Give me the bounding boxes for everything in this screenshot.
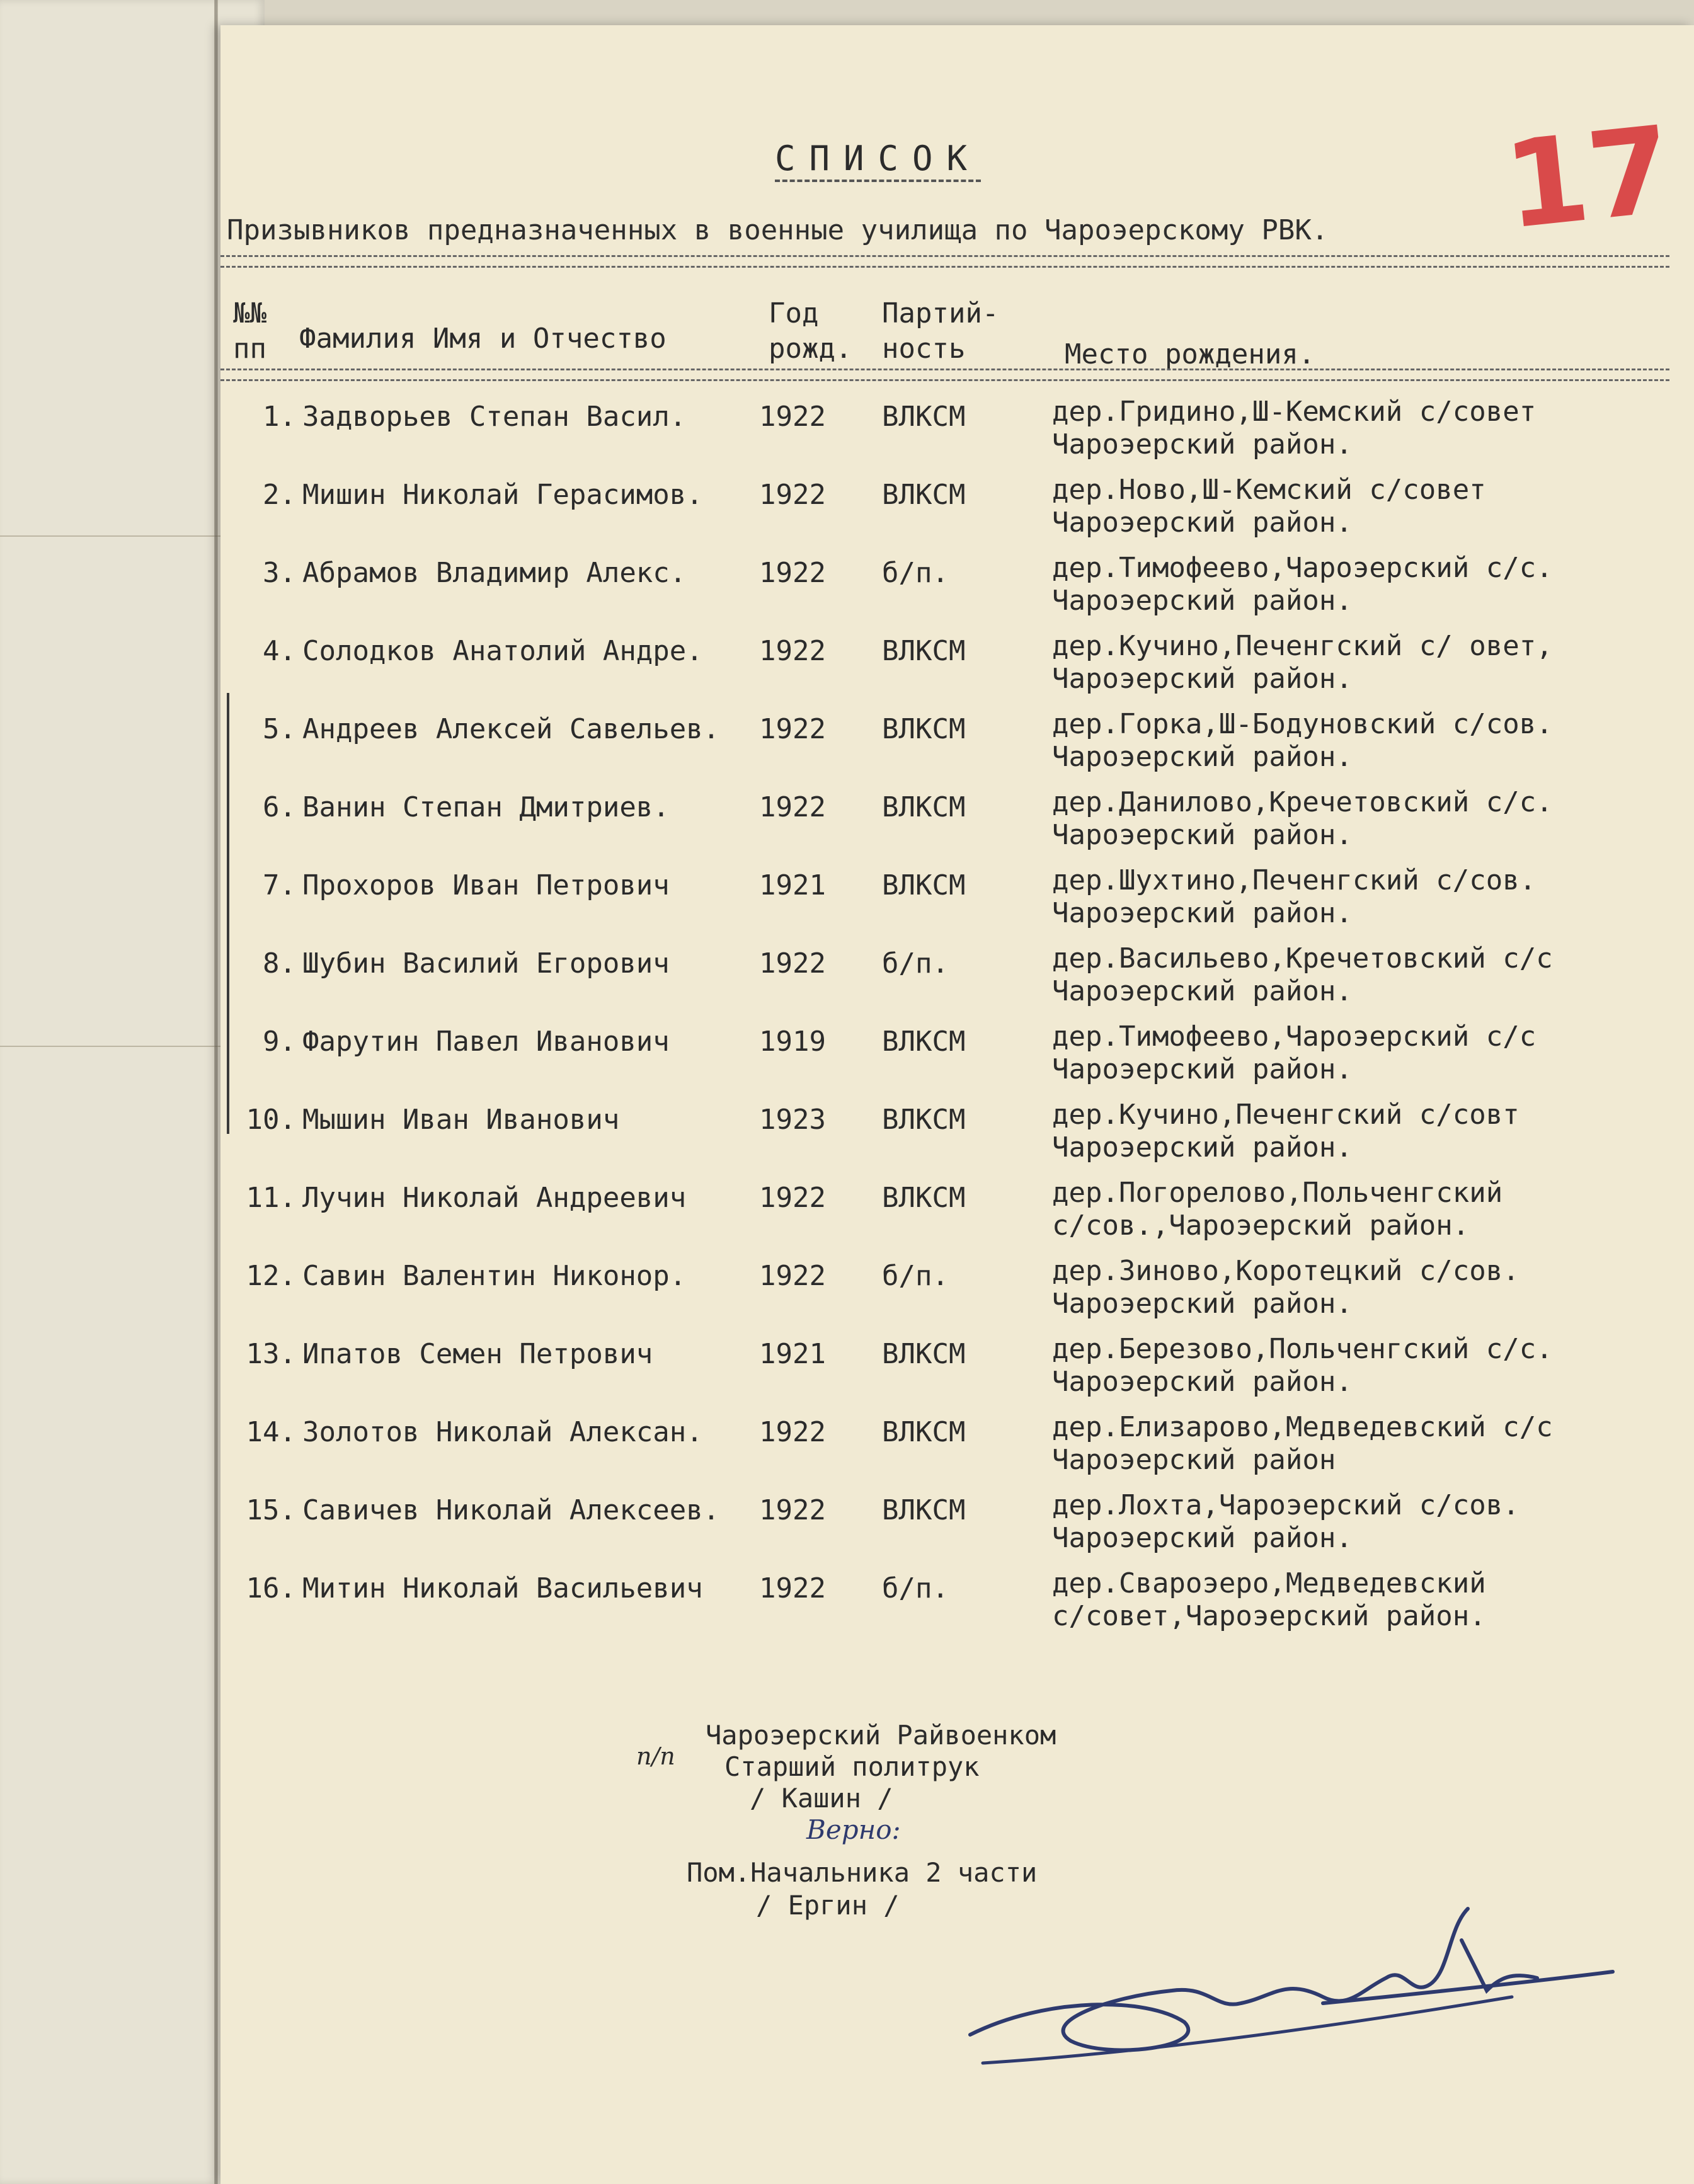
row-party: ВЛКСМ bbox=[882, 1494, 966, 1526]
row-year: 1922 bbox=[759, 1416, 826, 1448]
row-number: 9. bbox=[263, 1026, 296, 1058]
row-party: ВЛКСМ bbox=[882, 1026, 966, 1058]
row-year: 1922 bbox=[759, 479, 826, 511]
header-place: Место рождения. bbox=[1065, 338, 1315, 370]
row-name: Мишин Николай Герасимов. bbox=[302, 479, 703, 511]
row-place-line1: дер.Зиново,Коротецкий с/сов. bbox=[1052, 1255, 1519, 1287]
table-row bbox=[220, 937, 1694, 1015]
table-row bbox=[220, 781, 1694, 859]
row-number: 12. bbox=[246, 1260, 296, 1292]
row-place-line1: дер.Ново,Ш-Кемский с/совет bbox=[1052, 474, 1486, 506]
table-row bbox=[220, 1406, 1694, 1484]
row-place-line2: с/совет,Чароэерский район. bbox=[1052, 1600, 1486, 1632]
row-year: 1922 bbox=[759, 1572, 826, 1604]
row-place-line1: дер.Елизарово,Медведевский с/с bbox=[1052, 1411, 1553, 1443]
row-name: Савичев Николай Алексеев. bbox=[302, 1494, 720, 1526]
row-party: ВЛКСМ bbox=[882, 1182, 966, 1214]
row-party: ВЛКСМ bbox=[882, 1416, 966, 1448]
row-place-line1: дер.Гридино,Ш-Кемский с/совет bbox=[1052, 396, 1537, 428]
row-party: б/п. bbox=[882, 1260, 949, 1292]
row-year: 1922 bbox=[759, 947, 826, 980]
row-place-line2: Чароэерский район. bbox=[1052, 1131, 1353, 1163]
row-party: ВЛКСМ bbox=[882, 1104, 966, 1136]
row-place-line2: Чароэерский район. bbox=[1052, 663, 1353, 695]
header-no-line2: пп bbox=[233, 333, 266, 365]
row-place-line1: дер.Тимофеево,Чароэерский с/с. bbox=[1052, 552, 1553, 584]
table-row bbox=[220, 1094, 1694, 1172]
table-row bbox=[220, 391, 1694, 469]
row-number: 8. bbox=[263, 947, 296, 980]
row-place-line2: Чароэерский район. bbox=[1052, 975, 1353, 1007]
sig-initials: п/п bbox=[636, 1742, 675, 1770]
table-row bbox=[220, 1015, 1694, 1094]
row-place-line1: дер.Даниловo,Кречетовский с/с. bbox=[1052, 786, 1553, 818]
row-party: б/п. bbox=[882, 947, 949, 980]
header-year bbox=[769, 296, 852, 367]
row-number: 5. bbox=[263, 713, 296, 745]
table-row bbox=[220, 1484, 1694, 1562]
table-row bbox=[220, 1562, 1694, 1640]
row-party: ВЛКСМ bbox=[882, 869, 966, 901]
sig-line-3: / Кашин / bbox=[750, 1783, 893, 1814]
sig-line-2: Старший политрук bbox=[724, 1751, 980, 1782]
divider-line bbox=[220, 369, 1669, 381]
row-number: 13. bbox=[246, 1338, 296, 1370]
row-place-line1: дер.Березово,Польченгский с/с. bbox=[1052, 1333, 1553, 1365]
table-row bbox=[220, 703, 1694, 781]
header-no bbox=[233, 296, 266, 367]
sheet-fold bbox=[0, 535, 227, 537]
row-place-line1: дер.Свароэеро,Медведевский bbox=[1052, 1567, 1486, 1599]
row-place-line2: Чароэерский район. bbox=[1052, 428, 1353, 460]
row-party: ВЛКСМ bbox=[882, 635, 966, 667]
row-place-line2: Чароэерский район. bbox=[1052, 1522, 1353, 1554]
row-number: 3. bbox=[263, 557, 296, 589]
row-number: 14. bbox=[246, 1416, 296, 1448]
row-number: 7. bbox=[263, 869, 296, 901]
row-number: 10. bbox=[246, 1104, 296, 1136]
row-place-line2: Чароэерский район bbox=[1052, 1444, 1336, 1476]
title-block bbox=[775, 139, 1342, 182]
row-party: ВЛКСМ bbox=[882, 713, 966, 745]
header-party bbox=[882, 296, 999, 367]
row-party: б/п. bbox=[882, 557, 949, 589]
row-number: 15. bbox=[246, 1494, 296, 1526]
handwritten-signature bbox=[945, 1902, 1638, 2091]
row-number: 4. bbox=[263, 635, 296, 667]
sheet-fold bbox=[0, 1046, 227, 1047]
row-year: 1922 bbox=[759, 791, 826, 823]
document-sheet bbox=[220, 25, 1694, 2184]
row-name: Золотов Николай Алексан. bbox=[302, 1416, 703, 1448]
row-party: ВЛКСМ bbox=[882, 1338, 966, 1370]
header-year-line2: рожд. bbox=[769, 333, 852, 365]
row-name: Митин Николай Васильевич bbox=[302, 1572, 703, 1604]
row-place-line1: дер.Шухтино,Печенгский с/сов. bbox=[1052, 864, 1537, 896]
row-place-line1: дер.Кучино,Печенгский с/совт bbox=[1052, 1099, 1519, 1131]
row-year: 1921 bbox=[759, 869, 826, 901]
header-party-line2: ность bbox=[882, 333, 966, 365]
row-place-line2: Чароэерский район. bbox=[1052, 819, 1353, 851]
table-row bbox=[220, 1328, 1694, 1406]
row-name: Фарутин Павел Иванович bbox=[302, 1026, 670, 1058]
row-name: Задворьев Степан Васил. bbox=[302, 401, 687, 433]
divider-line bbox=[220, 255, 1669, 268]
row-name: Ипатов Семен Петрович bbox=[302, 1338, 653, 1370]
header-name: Фамилия Имя и Отчество bbox=[299, 323, 667, 355]
row-name: Лучин Николай Андреевич bbox=[302, 1182, 687, 1214]
row-name: Шубин Василий Егорович bbox=[302, 947, 670, 980]
row-place-line1: дер.Кучино,Печенгский с/ овет, bbox=[1052, 630, 1553, 662]
table-row bbox=[220, 469, 1694, 547]
row-number: 11. bbox=[246, 1182, 296, 1214]
row-name: Солодков Анатолий Андре. bbox=[302, 635, 703, 667]
row-place-line1: дер.Лохта,Чароэерский с/сов. bbox=[1052, 1489, 1519, 1521]
sig-line-1: Чароэерский Райвоенком bbox=[706, 1720, 1056, 1751]
row-year: 1921 bbox=[759, 1338, 826, 1370]
header-party-line1: Партий- bbox=[882, 297, 999, 329]
row-place-line2: Чароэерский район. bbox=[1052, 1366, 1353, 1398]
table-row bbox=[220, 547, 1694, 625]
row-place-line2: Чароэерский район. bbox=[1052, 897, 1353, 929]
row-name: Андреев Алексей Савельев. bbox=[302, 713, 720, 745]
row-place-line2: Чароэерский район. bbox=[1052, 585, 1353, 617]
document-subtitle: Призывников предназначенных в военные училища по Чароэерскому РВК. bbox=[227, 214, 1329, 246]
row-name: Мышин Иван Иванович bbox=[302, 1104, 620, 1136]
row-year: 1919 bbox=[759, 1026, 826, 1058]
row-year: 1922 bbox=[759, 1260, 826, 1292]
row-year: 1922 bbox=[759, 1182, 826, 1214]
row-number: 2. bbox=[263, 479, 296, 511]
row-name: Ванин Степан Дмитриев. bbox=[302, 791, 670, 823]
table-row bbox=[220, 1172, 1694, 1250]
row-year: 1922 bbox=[759, 635, 826, 667]
row-party: ВЛКСМ bbox=[882, 791, 966, 823]
row-year: 1922 bbox=[759, 401, 826, 433]
header-no-line1: №№ bbox=[233, 297, 266, 329]
table-body bbox=[220, 391, 1694, 1640]
row-year: 1922 bbox=[759, 713, 826, 745]
row-name: Прохоров Иван Петрович bbox=[302, 869, 670, 901]
row-place-line2: Чароэерский район. bbox=[1052, 1053, 1353, 1085]
row-place-line1: дер.Погорелово,Польченгский bbox=[1052, 1177, 1503, 1209]
row-name: Савин Валентин Никонор. bbox=[302, 1260, 687, 1292]
header-year-line1: Год bbox=[769, 297, 819, 329]
row-year: 1923 bbox=[759, 1104, 826, 1136]
row-party: ВЛКСМ bbox=[882, 479, 966, 511]
sig-verified: Верно: bbox=[806, 1814, 901, 1845]
row-number: 16. bbox=[246, 1572, 296, 1604]
table-row bbox=[220, 1250, 1694, 1328]
row-number: 6. bbox=[263, 791, 296, 823]
row-year: 1922 bbox=[759, 1494, 826, 1526]
row-place-line2: Чароэерский район. bbox=[1052, 1288, 1353, 1320]
row-place-line1: дер.Горка,Ш-Бодуновский с/сов. bbox=[1052, 708, 1553, 740]
page-number: 17 bbox=[1498, 100, 1679, 256]
row-place-line2: Чароэерский район. bbox=[1052, 741, 1353, 773]
row-party: б/п. bbox=[882, 1572, 949, 1604]
row-party: ВЛКСМ bbox=[882, 401, 966, 433]
table-row bbox=[220, 625, 1694, 703]
sig-line-4: Пом.Начальника 2 части bbox=[687, 1857, 1038, 1888]
table-row bbox=[220, 859, 1694, 937]
row-place-line2: Чароэерский район. bbox=[1052, 506, 1353, 539]
row-name: Абрамов Владимир Алекс. bbox=[302, 557, 687, 589]
row-place-line2: с/сов.,Чароэерский район. bbox=[1052, 1209, 1470, 1242]
row-number: 1. bbox=[263, 401, 296, 433]
row-place-line1: дер.Тимофеево,Чароэерский с/с bbox=[1052, 1021, 1537, 1053]
binding-edge bbox=[214, 0, 218, 2184]
document-title: СПИСОК bbox=[775, 139, 981, 182]
row-year: 1922 bbox=[759, 557, 826, 589]
sig-line-5: / Ергин / bbox=[756, 1890, 900, 1921]
row-place-line1: дер.Васильево,Кречетовский с/с bbox=[1052, 942, 1553, 975]
